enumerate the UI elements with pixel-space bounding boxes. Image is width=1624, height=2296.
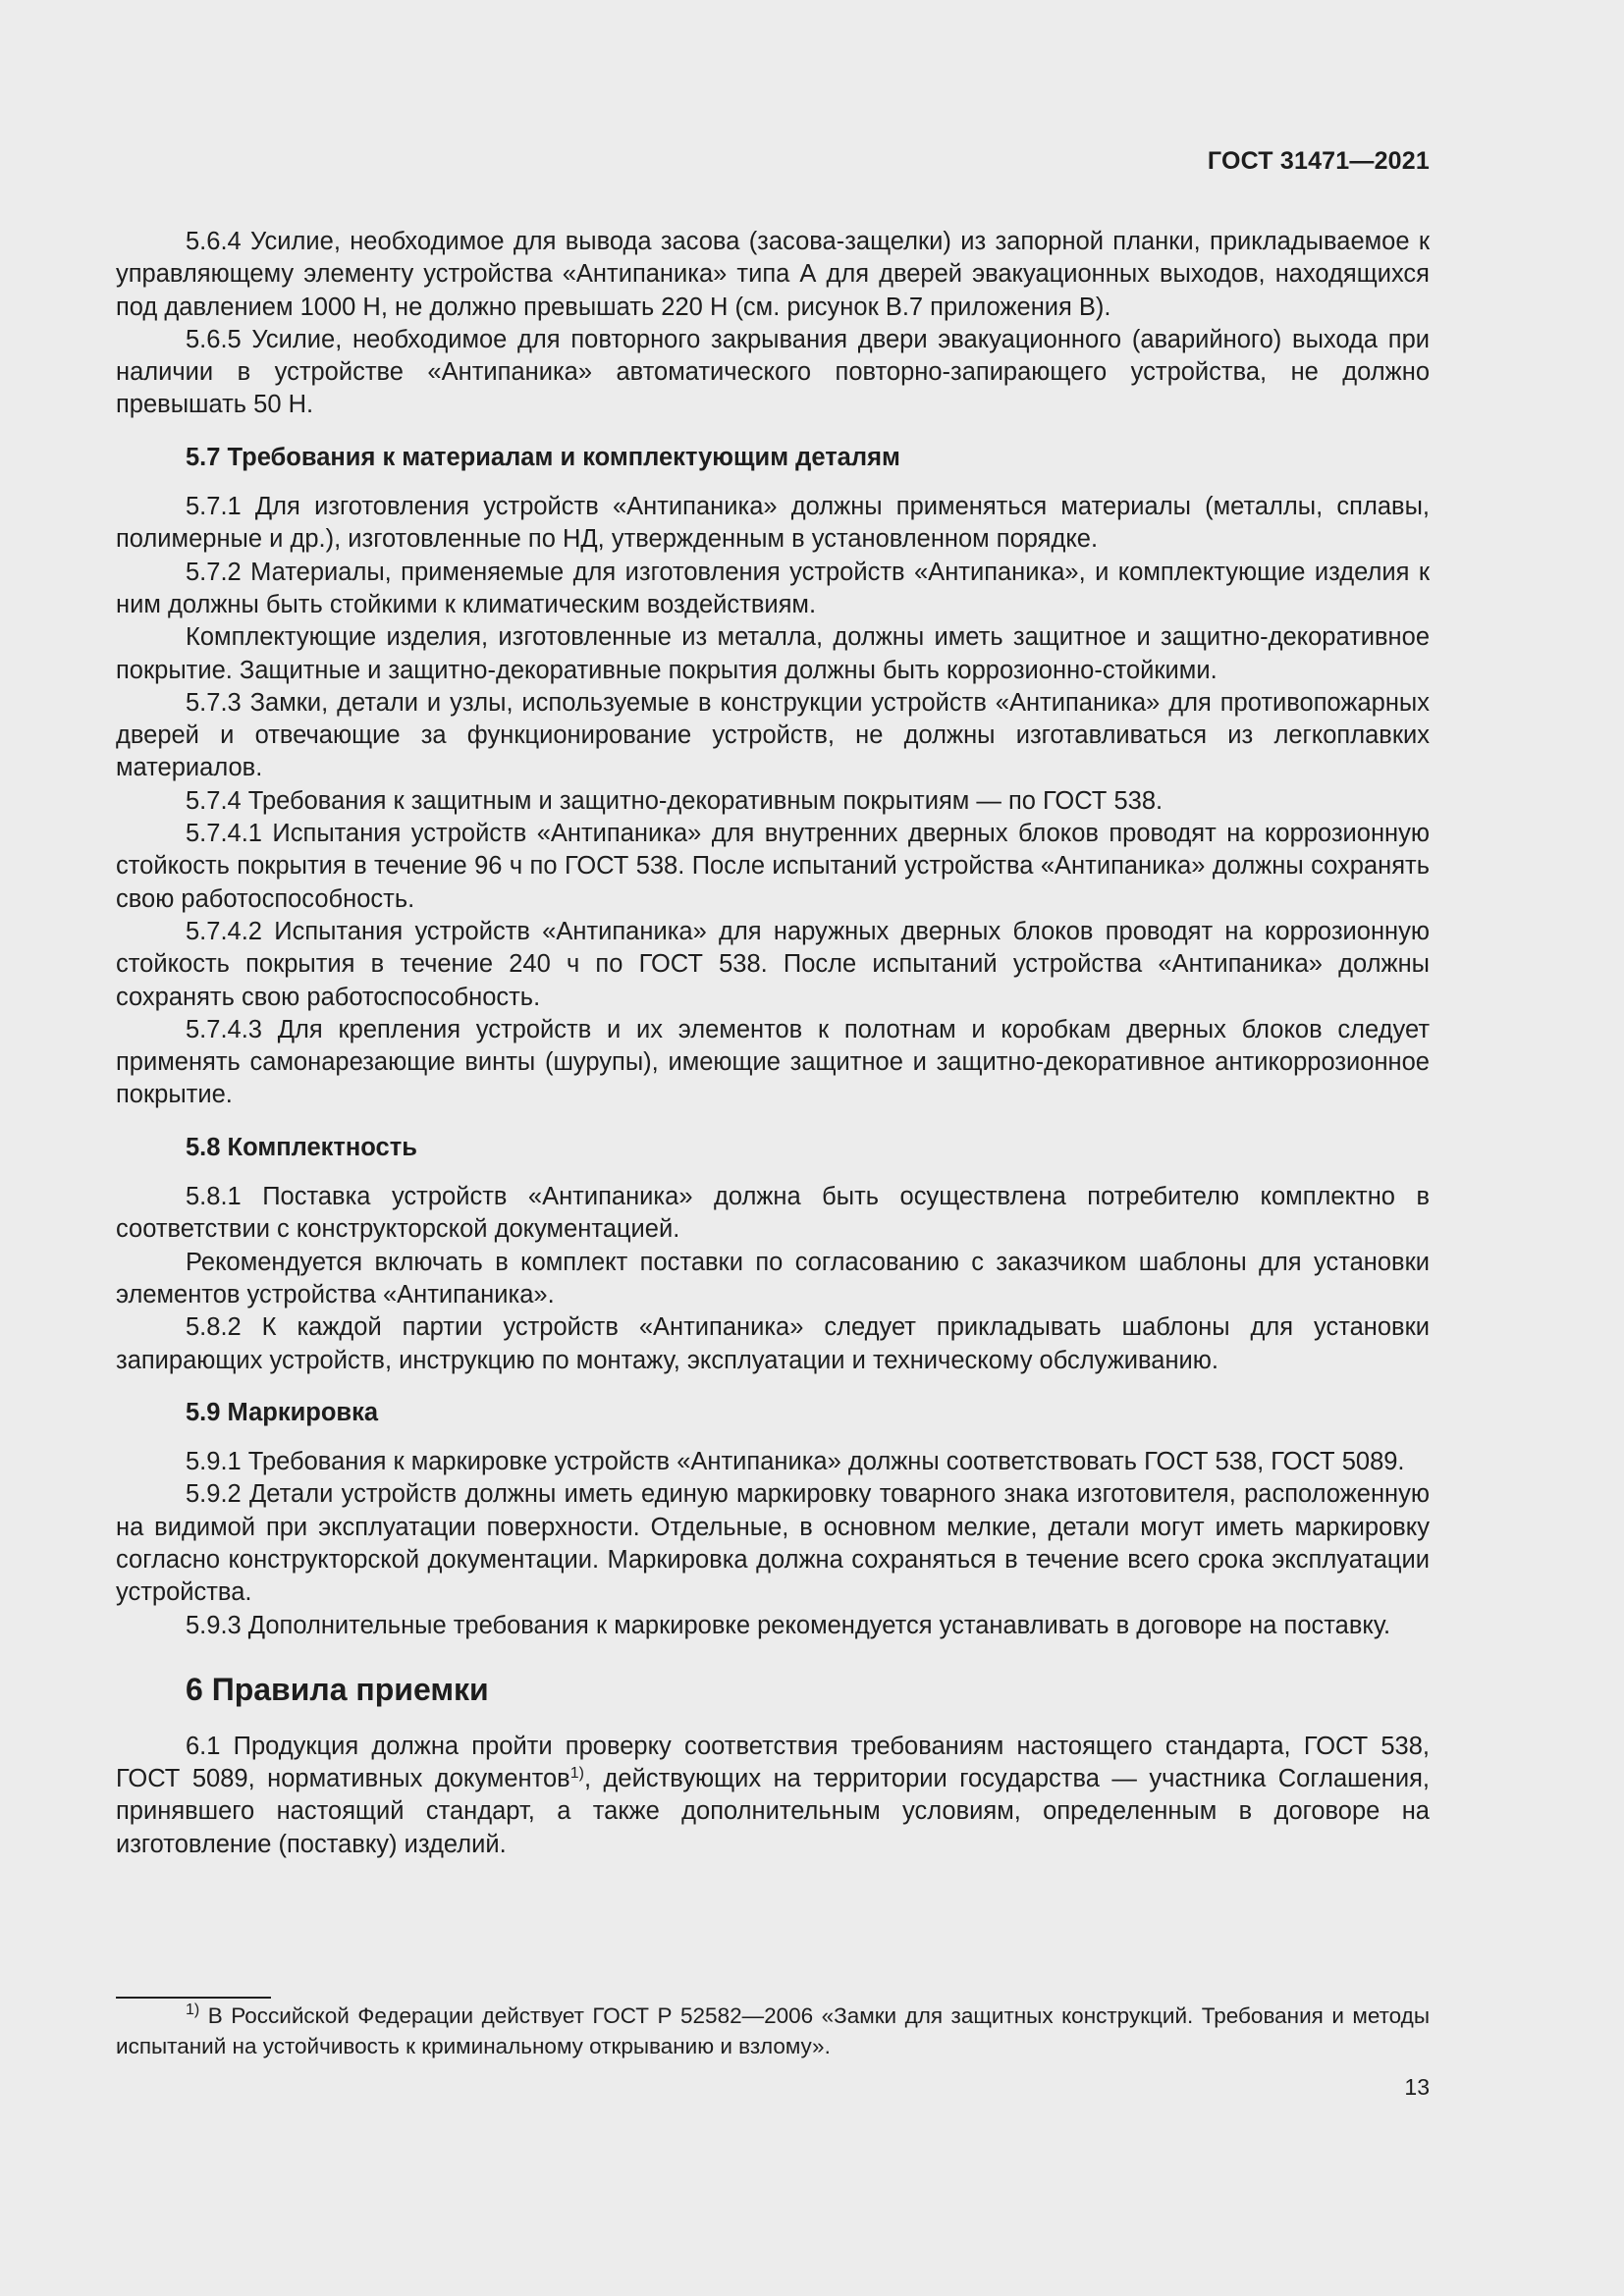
paragraph: Комплектующие изделия, изготовленные из металла, должны иметь защитное и защитно-декоративное покрытие. Защитные и защитно-декоративные покрытия должны быть коррозионно-стойкими. bbox=[116, 623, 1430, 684]
paragraph: 5.7.1 Для изготовления устройств «Антипаника» должны применяться материалы (металлы, сплавы, полимерные и др.), изготовленные по НД, утвержденным в установленном порядке. bbox=[116, 493, 1430, 554]
paragraph: 5.7.4 Требования к защитным и защитно-декоративным покрытиям — по ГОСТ 538. bbox=[186, 786, 1164, 815]
content-blocks bbox=[116, 226, 1430, 1709]
footnote-marker: 1) bbox=[186, 2002, 200, 2018]
footnote-body: В Российской Федерации действует ГОСТ Р 52582—2006 «Замки для защитных конструкций. Требования и методы испытаний на устойчивость к криминальному открыванию и взлому». bbox=[116, 2003, 1430, 2058]
paragraph: 5.9.2 Детали устройств должны иметь единую маркировку товарного знака изготовителя, расположенную на видимой при эксплуатации поверхности. Отдельные, в основном мелкие, детали могут иметь маркировку согласно конструкторской документации. Маркировка должна сохраняться в течение всего срока эксплуатации устройства. bbox=[116, 1480, 1430, 1607]
document-header: ГОСТ 31471—2021 bbox=[1207, 147, 1430, 175]
paragraph: 5.7.3 Замки, детали и узлы, используемые в конструкции устройств «Антипаника» для противопожарных дверей и отвечающие за функционирование устройств, не должны изготавливаться из легкоплавких материалов. bbox=[116, 688, 1430, 782]
paragraph-6-1-text-cont: , действующих на территории государства — участника Соглашения, принявшего настоящий стандарт, а также дополнительным условиям, определенным в договоре на изготовление (поставку) изделий. bbox=[116, 1765, 1430, 1858]
paragraph-6-1-text: 6.1 Продукция должна пройти проверку соответствия требованиям настоящего стандарта, ГОСТ 538, ГОСТ 5089, нормативных документов bbox=[116, 1732, 1430, 1793]
paragraph-6-1 bbox=[116, 1731, 1430, 1861]
section-heading: 5.9 Маркировка bbox=[186, 1398, 379, 1426]
page-number: 13 bbox=[1404, 2074, 1430, 2100]
section-heading: 5.7 Требования к материалам и комплектующим деталям bbox=[186, 443, 900, 471]
paragraph: 5.7.2 Материалы, применяемые для изготовления устройств «Антипаника», и комплектующие изделия к ним должны быть стойкими к климатическим воздействиям. bbox=[116, 558, 1430, 618]
paragraph: 5.7.4.3 Для крепления устройств и их элементов к полотнам и коробкам дверных блоков следует применять самонарезающие винты (шурупы), имеющие защитное и защитно-декоративное антикоррозионное покрытие. bbox=[116, 1015, 1430, 1109]
paragraph: 5.9.1 Требования к маркировке устройств «Антипаника» должны соответствовать ГОСТ 538, ГОСТ 5089. bbox=[186, 1448, 1405, 1476]
footnote-divider bbox=[116, 1997, 271, 1999]
paragraph: 5.6.5 Усилие, необходимое для повторного закрывания двери эвакуационного (аварийного) выхода при наличии в устройстве «Антипаника» автоматического повторно-запирающего устройства, не должно превышать 50 Н. bbox=[116, 325, 1430, 419]
paragraph: 5.8.1 Поставка устройств «Антипаника» должна быть осуществлена потребителю комплектно в соответствии с конструкторской документацией. bbox=[116, 1183, 1430, 1244]
section-heading: 5.8 Комплектность bbox=[186, 1133, 417, 1161]
chapter-heading: 6 Правила приемки bbox=[186, 1671, 489, 1707]
footnote-text bbox=[116, 2001, 1430, 2061]
paragraph: Рекомендуется включать в комплект поставки по согласованию с заказчиком шаблоны для установки элементов устройства «Антипаника». bbox=[116, 1248, 1430, 1308]
paragraph: 5.8.2 К каждой партии устройств «Антипаника» следует прикладывать шаблоны для установки запирающих устройств, инструкцию по монтажу, эксплуатации и техническому обслуживанию. bbox=[116, 1313, 1430, 1374]
paragraph: 5.6.4 Усилие, необходимое для вывода засова (засова-защелки) из запорной планки, прикладываемое к управляющему элементу устройства «Антипаника» типа А для дверей эвакуационных выходов, находящихся под давлением 1000 Н, не должно превышать 220 Н (см. рисунок В.7 приложения В). bbox=[116, 228, 1430, 321]
footnote-ref[interactable]: 1) bbox=[569, 1765, 584, 1783]
paragraph: 5.7.4.2 Испытания устройств «Антипаника» для наружных дверных блоков проводят на коррозионную стойкость покрытия в течение 240 ч по ГОСТ 538. После испытаний устройства «Антипаника» должны сохранять свою работоспособность. bbox=[116, 917, 1430, 1011]
paragraph: 5.7.4.1 Испытания устройств «Антипаника» для внутренних дверных блоков проводят на коррозионную стойкость покрытия в течение 96 ч по ГОСТ 538. После испытаний устройства «Антипаника» должны сохранять свою работоспособность. bbox=[116, 820, 1430, 913]
paragraph: 5.9.3 Дополнительные требования к маркировке рекомендуется устанавливать в договоре на поставку. bbox=[186, 1611, 1391, 1639]
footnote bbox=[116, 2001, 1430, 2061]
document-body bbox=[116, 226, 1430, 1861]
